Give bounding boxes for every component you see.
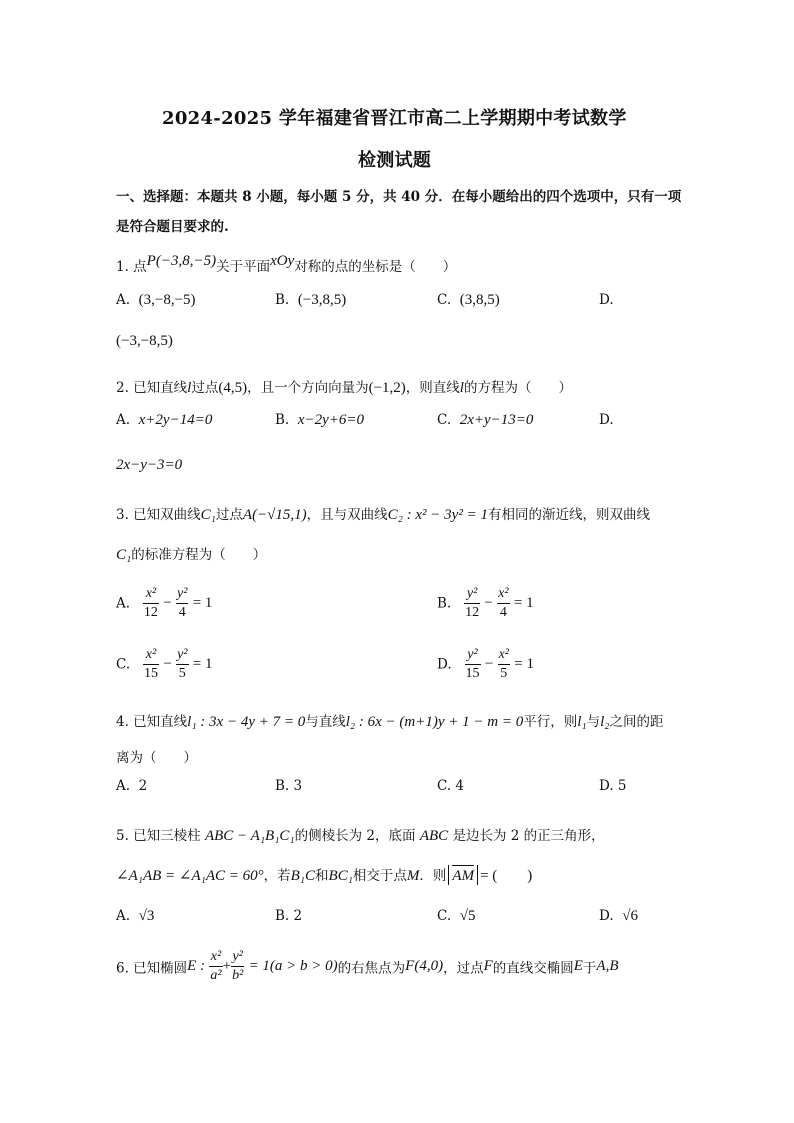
q3-option-d-frac-2 <box>498 646 510 683</box>
q6-focus: F(4,0) <box>405 958 444 974</box>
q1-option-b-label: B. <box>275 292 290 308</box>
section-heading-line-1: 一、选择题：本题共 8 小题，每小题 5 分，共 40 分．在每小题给出的四个选项中，只有一项 <box>116 189 682 205</box>
q6-den-2: b² <box>232 968 244 983</box>
q4-option-c: C. 4 <box>437 778 465 794</box>
q5-option-d-value: √6 <box>622 908 638 924</box>
q5-option-c-value: √5 <box>459 908 476 924</box>
q5-vector-am: AM <box>452 865 474 885</box>
q6-text-2: 的右焦点为 <box>337 960 406 977</box>
q2-option-d-label: D. <box>599 412 614 428</box>
q5-option-a-label: A. <box>116 908 131 924</box>
q4-text-3: 平行，则 <box>523 714 578 730</box>
q3-point-a: A(−√15,1) <box>242 507 307 523</box>
question-5-line-2 <box>116 864 532 885</box>
q3-option-a-frac-1 <box>143 585 159 622</box>
q5-option-d <box>599 908 638 925</box>
q3-line-2-text: 的标准方程为（ ） <box>131 547 267 563</box>
question-3 <box>116 503 650 524</box>
q6-num-2: y² <box>231 948 244 967</box>
q5-text-8: = ( ) <box>480 868 533 884</box>
question-1 <box>116 255 456 276</box>
q2-option-b-label: B. <box>275 412 290 428</box>
q5-text-1: 5. 已知三棱柱 <box>116 828 201 844</box>
q4-option-d: D. 5 <box>599 778 627 794</box>
q1-option-c-value: (3,8,5) <box>459 292 500 308</box>
q2-text-5: 的方程为（ ） <box>463 380 572 396</box>
q3-b-num-2: x² <box>497 585 509 604</box>
q6-text-4: 的直线交椭圆 <box>492 960 574 977</box>
q3-option-d-frac-1 <box>465 646 481 683</box>
q1-option-b-value: (−3,8,5) <box>297 292 347 308</box>
title-line-1: 2024-2025 学年福建省晋江市高二上学期期中考试数学 <box>162 108 627 129</box>
q2-point: (4,5) <box>218 380 248 396</box>
q6-num-1: x² <box>209 948 222 967</box>
q5-option-a-value: √3 <box>138 908 155 924</box>
question-4-line-2: 离为（ ） <box>116 750 197 766</box>
q3-option-c-frac-2 <box>176 646 188 683</box>
q5-abc: ABC <box>419 828 449 844</box>
q3-option-a-label: A. <box>116 595 131 612</box>
q3-c2-equation: C₂ : x² − 3y² = 1 <box>387 507 488 523</box>
q4-l1-equation: l₁ : 3x − 4y + 7 = 0 <box>187 714 306 730</box>
q5-text-3: 是边长为 2 的正三角形， <box>452 828 605 844</box>
q3-option-c-frac-1 <box>143 646 159 683</box>
q6-text-5: 于 <box>582 960 597 977</box>
q3-a-den-1: 12 <box>143 605 158 620</box>
q1-prefix: 1. 点 <box>116 259 147 275</box>
q2-option-a-value: x+2y−14=0 <box>138 412 213 428</box>
q4-l1: l₁ <box>577 714 587 730</box>
q1-option-d-value: (−3,−8,5) <box>116 333 173 349</box>
q2-text-4: ，则直线 <box>405 380 460 396</box>
q6-ab: A,B <box>596 958 619 974</box>
q6-plus: + <box>222 958 232 974</box>
q3-c1: C₁ <box>200 507 216 523</box>
q3-option-b-frac-1 <box>464 585 480 622</box>
q6-frac-1 <box>209 948 222 985</box>
q1-mid: 关于平面 <box>216 259 271 275</box>
q3-c-num-1: x² <box>143 646 159 665</box>
q3-a-den-2: 4 <box>178 605 186 620</box>
q5-text-5: 和 <box>315 868 329 884</box>
question-5 <box>116 824 605 845</box>
q5-text-7: ．则 <box>419 868 447 884</box>
q3-c-minus: − <box>163 656 172 672</box>
q4-option-a <box>116 778 147 794</box>
q5-option-a <box>116 908 154 925</box>
q6-text-1: 6. 已知椭圆 <box>116 960 188 977</box>
q3-option-a-frac-2 <box>176 585 188 622</box>
q3-b-minus: − <box>484 595 493 611</box>
question-2 <box>116 376 572 397</box>
q1-option-a-value: (3,−8,−5) <box>138 292 196 308</box>
q2-option-b <box>275 412 364 429</box>
q3-d-den-2: 5 <box>500 666 508 681</box>
q3-option-a <box>116 585 212 622</box>
q2-line-l-2: l <box>459 380 464 396</box>
q1-option-c-label: C. <box>437 292 452 308</box>
q6-e2: E <box>573 958 583 974</box>
q4-text-5: 之间的距 <box>609 714 664 730</box>
q5-option-c <box>437 908 475 925</box>
q4-option-a-value: 2 <box>138 778 148 794</box>
q2-option-b-value: x−2y+6=0 <box>297 412 364 428</box>
question-3-line-2 <box>116 543 266 564</box>
q3-text-2: 过点 <box>215 507 243 523</box>
q3-option-d-label: D. <box>437 656 452 673</box>
q5-option-c-label: C. <box>437 908 452 924</box>
q5-text-2: 的侧棱长为 2，底面 <box>294 828 416 844</box>
q6-e: E : <box>187 958 206 974</box>
q2-text-3: ，且一个方向向量为 <box>247 380 369 396</box>
q5-prism: ABC − A₁B₁C₁ <box>204 828 295 844</box>
q1-plane: xOy <box>270 253 295 269</box>
q3-b-eq: = 1 <box>513 595 534 611</box>
q3-c-den-1: 15 <box>144 666 159 681</box>
q3-a-minus: − <box>163 595 172 611</box>
q3-c-eq: = 1 <box>192 656 213 672</box>
q3-option-d <box>437 646 534 683</box>
q4-option-a-label: A. <box>116 778 131 794</box>
q3-text-3: ，且与双曲线 <box>306 507 388 523</box>
q1-option-c <box>437 292 500 309</box>
q3-b-den-1: 12 <box>465 605 480 620</box>
q5-vector-magnitude <box>448 865 478 885</box>
q1-option-a-label: A. <box>116 292 131 308</box>
q3-d-minus: − <box>484 656 494 672</box>
q3-d-eq: = 1 <box>514 656 535 672</box>
q3-option-b-label: B. <box>437 595 452 612</box>
q6-frac-2 <box>231 948 244 985</box>
q6-f: F <box>483 958 493 974</box>
q3-d-den-1: 15 <box>465 666 480 681</box>
q5-bc1: BC₁ <box>328 868 353 884</box>
q3-a-eq: = 1 <box>192 595 213 611</box>
q4-text-2: 与直线 <box>305 714 346 730</box>
q4-l2: l₂ <box>600 714 610 730</box>
q1-option-b <box>275 292 346 309</box>
q5-text-6: 相交于点 <box>352 868 407 884</box>
q5-b1c: B₁C <box>290 868 316 884</box>
q3-c-den-2: 5 <box>178 666 186 681</box>
q1-point: P(−3,8,−5) <box>146 253 217 269</box>
q2-option-c <box>437 412 533 429</box>
q4-text-1: 4. 已知直线 <box>116 714 188 730</box>
q2-line-l: l <box>187 380 192 396</box>
question-6 <box>116 948 619 985</box>
q3-text-1: 3. 已知双曲线 <box>116 507 201 523</box>
q3-b-den-2: 4 <box>499 605 507 620</box>
q4-option-b: B. 3 <box>275 778 303 794</box>
title-line-2: 检测试题 <box>358 150 432 171</box>
q2-text-1: 2. 已知直线 <box>116 380 188 396</box>
q2-option-d-value: 2x−y−3=0 <box>116 457 183 473</box>
q6-den-1: a² <box>210 968 222 983</box>
q2-option-a-label: A. <box>116 412 131 428</box>
q3-option-b <box>437 585 534 622</box>
q6-condition: = 1(a > b > 0) <box>248 958 338 974</box>
q2-text-2: 过点 <box>191 380 219 396</box>
q2-option-c-value: 2x+y−13=0 <box>459 412 534 428</box>
q3-option-b-frac-2 <box>497 585 509 622</box>
q3-option-c-label: C. <box>116 656 131 673</box>
q3-b-num-1: y² <box>464 585 480 604</box>
q4-text-4: 与 <box>586 714 601 730</box>
q3-c1-2: C₁ <box>116 547 132 563</box>
q3-c-num-2: y² <box>176 646 188 665</box>
q1-option-a <box>116 292 196 309</box>
q3-option-c <box>116 646 213 683</box>
q4-l2-equation: l₂ : 6x − (m+1)y + 1 − m = 0 <box>345 714 524 730</box>
q2-option-a <box>116 412 212 429</box>
q3-text-4: 有相同的渐近线，则双曲线 <box>487 507 650 523</box>
q2-option-c-label: C. <box>437 412 452 428</box>
q1-option-d-label: D. <box>599 292 614 308</box>
q6-text-3: ，过点 <box>443 960 484 977</box>
question-4 <box>116 710 663 731</box>
q1-suffix: 对称的点的坐标是（ ） <box>294 259 457 275</box>
q3-d-num-1: y² <box>465 646 481 665</box>
q5-option-d-label: D. <box>599 908 614 924</box>
q3-a-num-2: y² <box>176 585 188 604</box>
q5-angle: ∠A₁AB = ∠A₁AC = 60° <box>116 868 264 884</box>
q5-option-b: B. 2 <box>275 908 303 924</box>
q3-d-num-2: x² <box>498 646 510 665</box>
q3-a-num-1: x² <box>143 585 159 604</box>
q2-vector: (−1,2) <box>368 380 406 396</box>
q5-m: M <box>406 868 420 884</box>
section-heading-line-2: 是符合题目要求的. <box>116 219 229 235</box>
q5-text-4: ，若 <box>263 868 291 884</box>
